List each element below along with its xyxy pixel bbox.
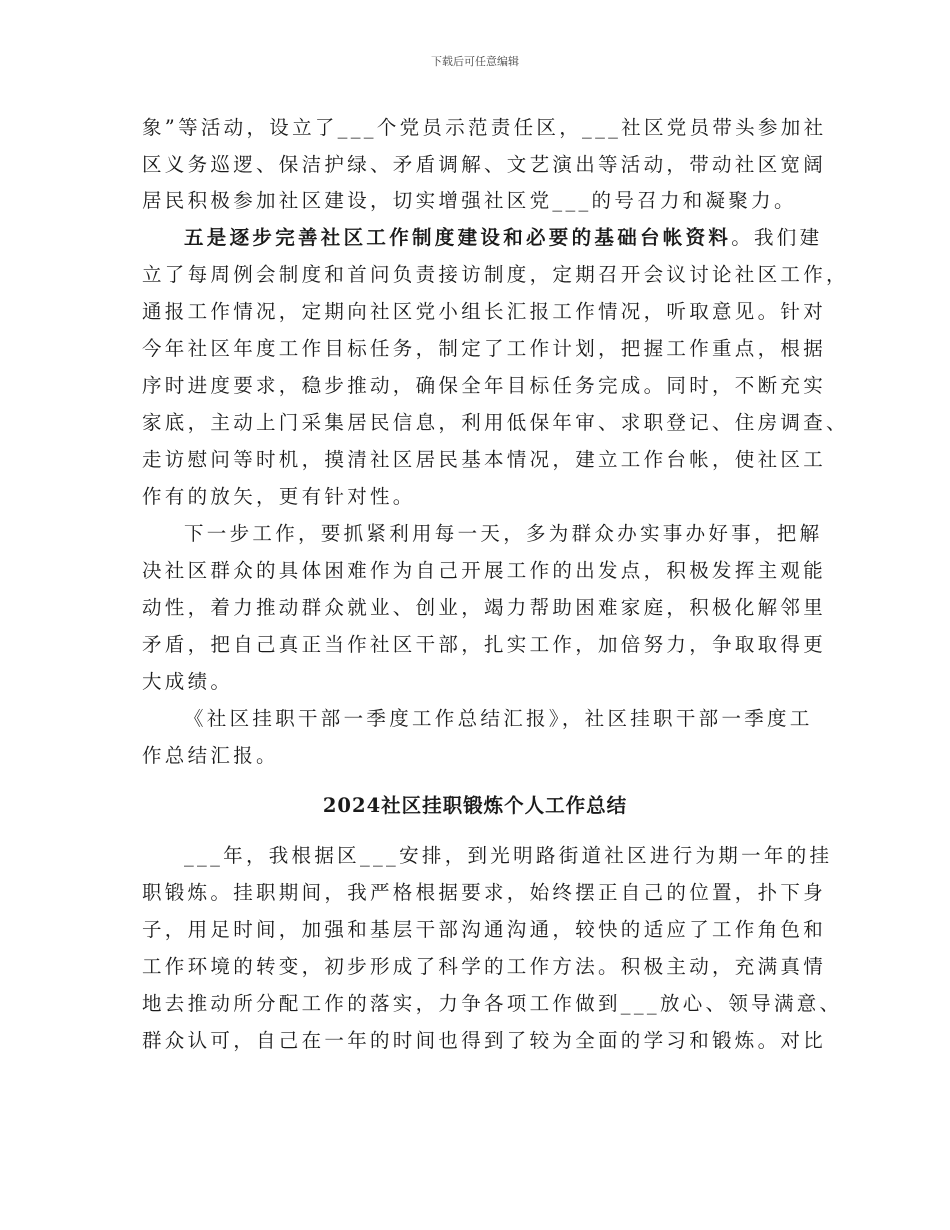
text-line: 家底，主动上门采集居民信息，利用低保年审、求职登记、住房调查、 [142,411,849,434]
text-line: 居民积极参加社区建设，切实增强社区党___的号召力和凝聚力。 [142,189,797,212]
text-line: 地去推动所分配工作的落实，力争各项工作做到___放心、领导满意、 [142,992,843,1015]
text-line: ___年，我根据区___安排，到光明路街道社区进行为期一年的挂 [184,844,833,867]
text-line: 工作环境的转变，初步形成了科学的工作方法。积极主动，充满真情 [142,955,827,978]
text-line: 职锻炼。挂职期间，我严格根据要求，始终摆正自己的位置，扑下身 [142,881,827,904]
text-line: 动性，着力推动群众就业、创业，竭力帮助困难家庭，积极化解邻里 [142,596,827,619]
text-line: 矛盾，把自己真正当作社区干部，扎实工作，加倍努力，争取取得更 [142,633,827,656]
text-line: 群众认可，自己在一年的时间也得到了较为全面的学习和锻炼。对比 [142,1029,827,1052]
text-line: 区义务巡逻、保洁护绿、矛盾调解、文艺演出等活动，带动社区宽阔 [142,153,827,176]
text-line: 决社区群众的具体困难作为自己开展工作的出发点，积极发挥主观能 [142,559,827,582]
text-line: 走访慰问等时机，摸清社区居民基本情况，建立工作台帐，使社区工 [142,448,827,471]
text-line: 立了每周例会制度和首问负责接访制度，定期召开会议讨论社区工作， [142,263,849,286]
text-line: 子，用足时间，加强和基层干部沟通沟通，较快的适应了工作角色和 [142,918,827,941]
text-line: 《社区挂职干部一季度工作总结汇报》，社区挂职干部一季度工 [184,707,813,730]
text-line: 作有的放矢，更有针对性。 [142,485,416,508]
text-line: 通报工作情况，定期向社区党小组长汇报工作情况，听取意见。针对 [142,300,827,323]
text-span: 。我们建 [731,226,823,249]
text-line: 序时进度要求，稳步推动，确保全年目标任务完成。同时，不断充实 [142,374,827,397]
text-line: 今年社区年度工作目标任务，制定了工作计划，把握工作重点，根据 [142,337,827,360]
text-line: 作总结汇报。 [142,744,279,767]
text-line: 象”等活动，设立了___个党员示范责任区，___社区党员带头参加社 [142,116,827,139]
text-line: 大成绩。 [142,670,234,693]
text-line [184,225,822,251]
text-line: 下一步工作，要抓紧利用每一天，多为群众办实事办好事，把解 [184,522,823,545]
section-title: 2024社区挂职锻炼个人工作总结 [322,794,628,817]
page-header: 下载后可任意编辑 [431,55,519,68]
bold-lead: 五是逐步完善社区工作制度建设和必要的基础台帐资料 [184,226,732,249]
